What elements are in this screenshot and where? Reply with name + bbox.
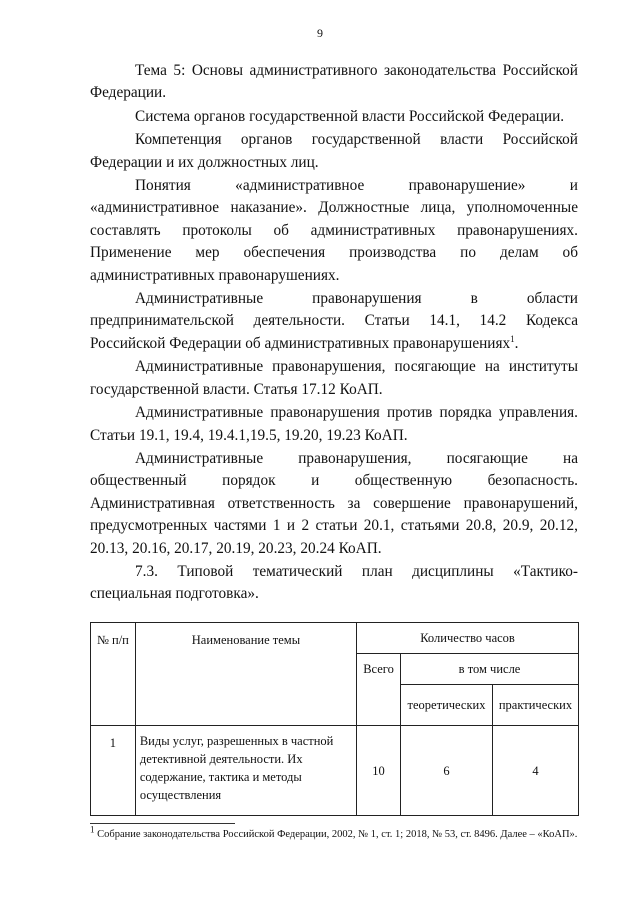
paragraph-state-authorities: Система органов государственной власти Российской Федерации. <box>135 107 565 125</box>
header-including: в том числе <box>401 654 579 685</box>
document-body <box>90 60 578 607</box>
paragraph-business-offenses: Административные правонарушения в области предпринимательской деятельности. Статьи 14.1, 14.2 Кодекса Российской Федерации об административных правонарушениях$^1$. <box>90 290 578 352</box>
paragraph-business-offenses-text: Административные правонарушения в области предпринимательской деятельности. Статьи 14.1, 14.2 Кодекса Российской Федерации об административных правонарушениях <box>90 290 578 352</box>
row-theory-hours: 6 <box>401 726 493 816</box>
header-practice: практических <box>493 685 579 726</box>
footnote-text: Собрание законодательства Российской Федерации, 2002, № 1, ст. 1; 2018, № 53, ст. 8496. Далее – «КоАП». <box>97 829 578 840</box>
header-theory: теоретических <box>401 685 493 726</box>
paragraph-section-7-3: 7.3. Типовой тематический план дисциплины «Тактико-специальная подготовка». <box>90 562 578 603</box>
header-topic: Наименование темы <box>135 623 356 726</box>
footnote-reference: 1 <box>510 333 515 344</box>
table-row <box>91 726 579 816</box>
paragraph-concepts: Понятия «административное правонарушение» и «административное наказание». Должностные лица, уполномоченные составлять протоколы об административных правонарушениях. Применение мер обеспечения производства по делам об административных правонарушениях. <box>90 177 578 284</box>
row-topic: Виды услуг, разрешенных в частной детективной деятельности. Их содержание, тактика и методы осуществления <box>135 726 356 816</box>
header-hours: Количество часов <box>357 623 579 654</box>
header-total: Всего <box>357 654 401 726</box>
row-practice-hours: 4 <box>493 726 579 816</box>
table-header-row <box>91 623 579 654</box>
header-number: № п/п <box>91 623 136 726</box>
paragraph-public-order-offenses: Административные правонарушения, посягающие на общественный порядок и общественную безопасность. Административная ответственность за совершение правонарушений, предусмотренных частями 1 и 2 статьи 20.1, статьями 20.8, 20.9, 20.12, 20.13, 20.16, 20.17, 20.19, 20.23, 20.24 КоАП. <box>90 449 578 557</box>
paragraph-administration-offenses: Административные правонарушения против порядка управления. Статьи 19.1, 19.4, 19.4.1,19.5, 19.20, 19.23 КоАП. <box>90 404 578 444</box>
row-total-hours: 10 <box>357 726 401 816</box>
footnote <box>90 824 590 842</box>
paragraph-topic-5-title: Тема 5: Основы административного законодательства Российской Федерации. <box>90 62 578 102</box>
row-number: 1 <box>91 726 136 816</box>
page-number: 9 <box>317 26 323 40</box>
footnote-divider <box>90 823 235 824</box>
paragraph-state-power-offenses: Административные правонарушения, посягающие на институты государственной власти. Статья 17.12 КоАП. <box>90 358 578 398</box>
footnote-marker: 1 <box>90 824 95 835</box>
paragraph-competence: Компетенция органов государственной власти Российской Федерации и их должностных лиц. <box>90 131 578 171</box>
thematic-plan-table <box>90 622 579 816</box>
